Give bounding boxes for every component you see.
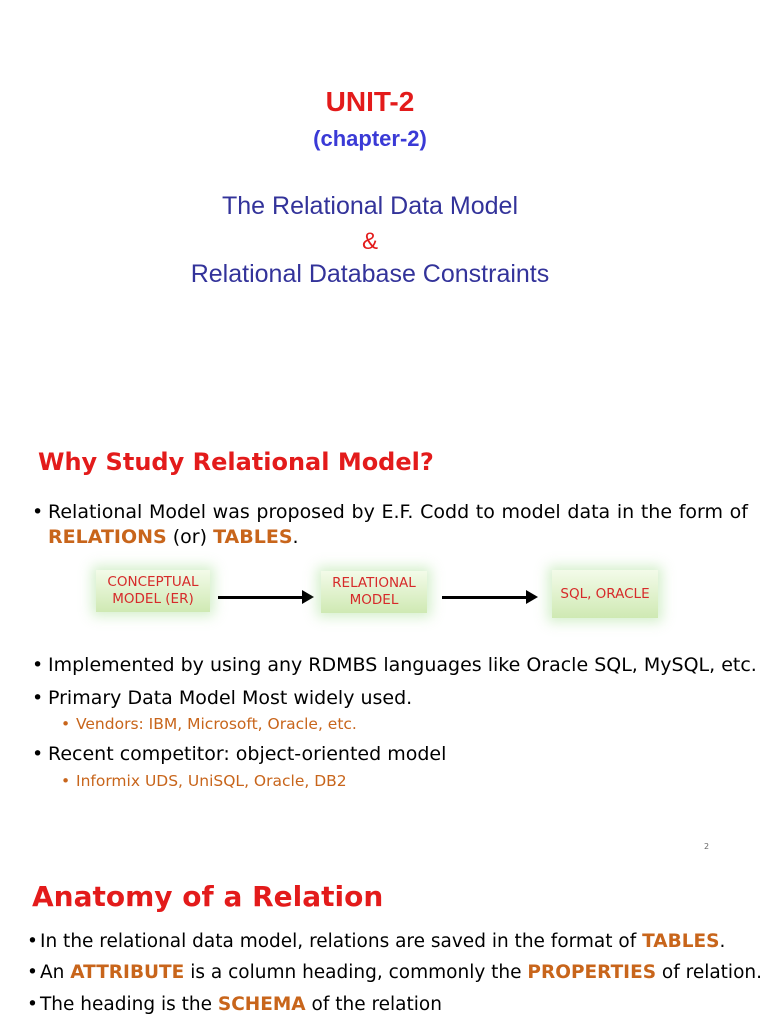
flow-box-relational-label: RELATIONAL MODEL xyxy=(332,575,416,608)
bullet-implemented xyxy=(32,653,757,678)
flow-box-relational xyxy=(321,571,427,613)
topic-title-ampersand: & xyxy=(361,228,378,255)
bullet-dot: • xyxy=(27,962,38,983)
topic-title-line3: Relational Database Constraints xyxy=(190,260,550,288)
flow-box-sql xyxy=(552,570,658,618)
bullet-dot: • xyxy=(32,687,44,709)
anatomy-b2-pre: An xyxy=(40,962,71,983)
properties-highlight: PROPERTIES xyxy=(527,962,657,983)
title-slide xyxy=(0,0,768,420)
anatomy-b3-pre: The heading is the xyxy=(40,994,218,1015)
anatomy-b1-post: . xyxy=(719,931,726,952)
period: . xyxy=(292,526,299,548)
anatomy-bullet-1 xyxy=(27,929,726,954)
tables-highlight: TABLES xyxy=(213,526,293,548)
anatomy-bullet-2 xyxy=(27,960,762,985)
bullet-competitor-text: Recent competitor: object-oriented model xyxy=(48,743,447,765)
anatomy-b2-mid: is a column heading, commonly the xyxy=(184,962,528,983)
flow-box-conceptual-label: CONCEPTUAL MODEL (ER) xyxy=(107,574,199,607)
bullet-implemented-text: Implemented by using any RDMBS languages like Oracle SQL, MySQL, etc. xyxy=(48,654,757,676)
anatomy-heading: Anatomy of a Relation xyxy=(32,880,384,913)
sub-bullet-dot: • xyxy=(61,715,71,733)
why-study-heading: Why Study Relational Model? xyxy=(38,448,434,476)
flow-box-conceptual xyxy=(96,570,210,612)
anatomy-bullet-3 xyxy=(27,992,442,1017)
sub-bullet-vendors-text: Vendors: IBM, Microsoft, Oracle, etc. xyxy=(76,715,357,733)
relations-highlight: RELATIONS xyxy=(48,526,167,548)
bullet-dot: • xyxy=(32,654,44,676)
chapter-subtitle: (chapter-2) xyxy=(313,126,427,151)
tables-highlight: TABLES xyxy=(642,931,720,952)
anatomy-b3-post: of the relation xyxy=(305,994,442,1015)
bullet-primary-text: Primary Data Model Most widely used. xyxy=(48,687,413,709)
attribute-highlight: ATTRIBUTE xyxy=(70,962,185,983)
bullet-dot: • xyxy=(27,931,38,952)
sub-bullet-dot: • xyxy=(61,772,71,790)
bullet-dot: • xyxy=(27,994,38,1015)
sub-bullet-vendors xyxy=(61,715,357,733)
flow-box-sql-label: SQL, ORACLE xyxy=(560,585,650,602)
anatomy-b2-post: of relation. xyxy=(656,962,762,983)
bullet-competitor xyxy=(32,742,447,767)
flow-arrow-2 xyxy=(442,596,528,599)
bullet-codd-text: Relational Model was proposed by E.F. Codd to model data in the form of xyxy=(48,501,748,523)
bullet-dot: • xyxy=(32,501,44,523)
bullet-primary xyxy=(32,686,413,711)
unit-title: UNIT-2 xyxy=(325,86,415,117)
flow-arrow-1 xyxy=(218,596,304,599)
bullet-dot: • xyxy=(32,743,44,765)
schema-highlight: SCHEMA xyxy=(217,994,306,1015)
or-text: (or) xyxy=(166,526,214,548)
page-number: 2 xyxy=(704,842,710,851)
bullet-codd xyxy=(32,500,748,550)
sub-bullet-informix-text: Informix UDS, UniSQL, Oracle, DB2 xyxy=(76,772,347,790)
topic-title-line1: The Relational Data Model xyxy=(222,192,518,220)
sub-bullet-informix xyxy=(61,772,347,790)
anatomy-b1-pre: In the relational data model, relations are saved in the format of xyxy=(40,931,643,952)
